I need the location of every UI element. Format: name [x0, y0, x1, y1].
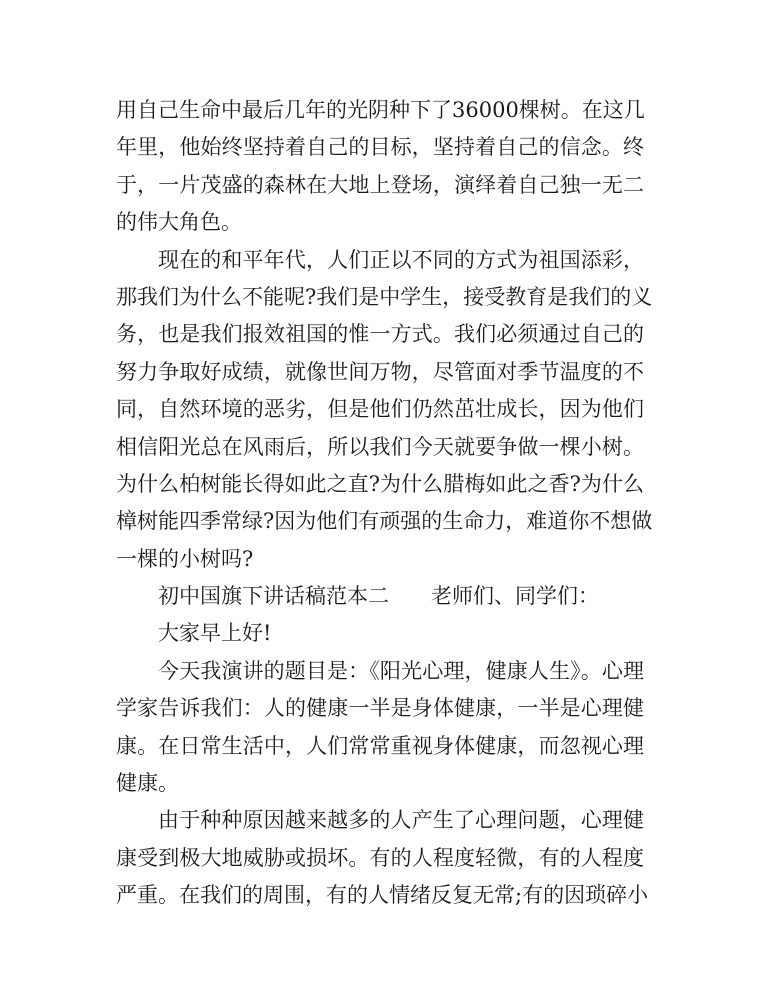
text-line: 由于种种原因越来越多的人产生了心理问题，心理健 — [158, 808, 644, 833]
text-line: 那我们为什么不能呢?我们是中学生，接受教育是我们的义 — [116, 284, 653, 309]
text-line: 的伟大角色。 — [116, 210, 242, 235]
text-line: 康。在日常生活中，人们常常重视身体健康，而忽视心理 — [116, 733, 644, 758]
text-line: 同，自然环境的恶劣，但是他们仍然茁壮成长，因为他们 — [116, 397, 644, 422]
text-line: 务，也是我们报效祖国的惟一方式。我们必须通过自己的 — [116, 322, 644, 347]
text-line: 学家告诉我们：人的健康一半是身体健康，一半是心理健 — [116, 696, 644, 721]
document-body — [116, 92, 653, 915]
text-line: 于，一片茂盛的森林在大地上登场，演绎着自己独一无二 — [116, 172, 644, 197]
text-line: 一棵的小树吗? — [116, 546, 254, 571]
text-line: 用自己生命中最后几年的光阴种下了36000棵树。在这几 — [116, 98, 645, 122]
text-line: 初中国旗下讲话稿范本二 老师们、同学们： — [158, 584, 599, 609]
text-line: 现在的和平年代，人们正以不同的方式为祖国添彩， — [158, 247, 644, 272]
text-line: 康受到极大地威胁或损坏。有的人程度轻微，有的人程度 — [116, 845, 644, 870]
text-line: 今天我演讲的题目是：《阳光心理，健康人生》。心理 — [158, 658, 644, 683]
text-line: 为什么柏树能长得如此之直?为什么腊梅如此之香?为什么 — [116, 471, 644, 496]
text-line: 相信阳光总在风雨后，所以我们今天就要争做一棵小树。 — [116, 434, 644, 459]
text-line: 努力争取好成绩，就像世间万物，尽管面对季节温度的不 — [116, 359, 644, 384]
text-line: 年里，他始终坚持着自己的目标，坚持着自己的信念。终 — [116, 135, 644, 160]
text-line: 樟树能四季常绿?因为他们有顽强的生命力，难道你不想做 — [116, 509, 653, 534]
text-line: 严重。在我们的周围，有的人情绪反复无常;有的因琐碎小 — [116, 883, 649, 908]
text-line: 健康。 — [116, 771, 179, 796]
text-line: 大家早上好! — [158, 621, 272, 646]
